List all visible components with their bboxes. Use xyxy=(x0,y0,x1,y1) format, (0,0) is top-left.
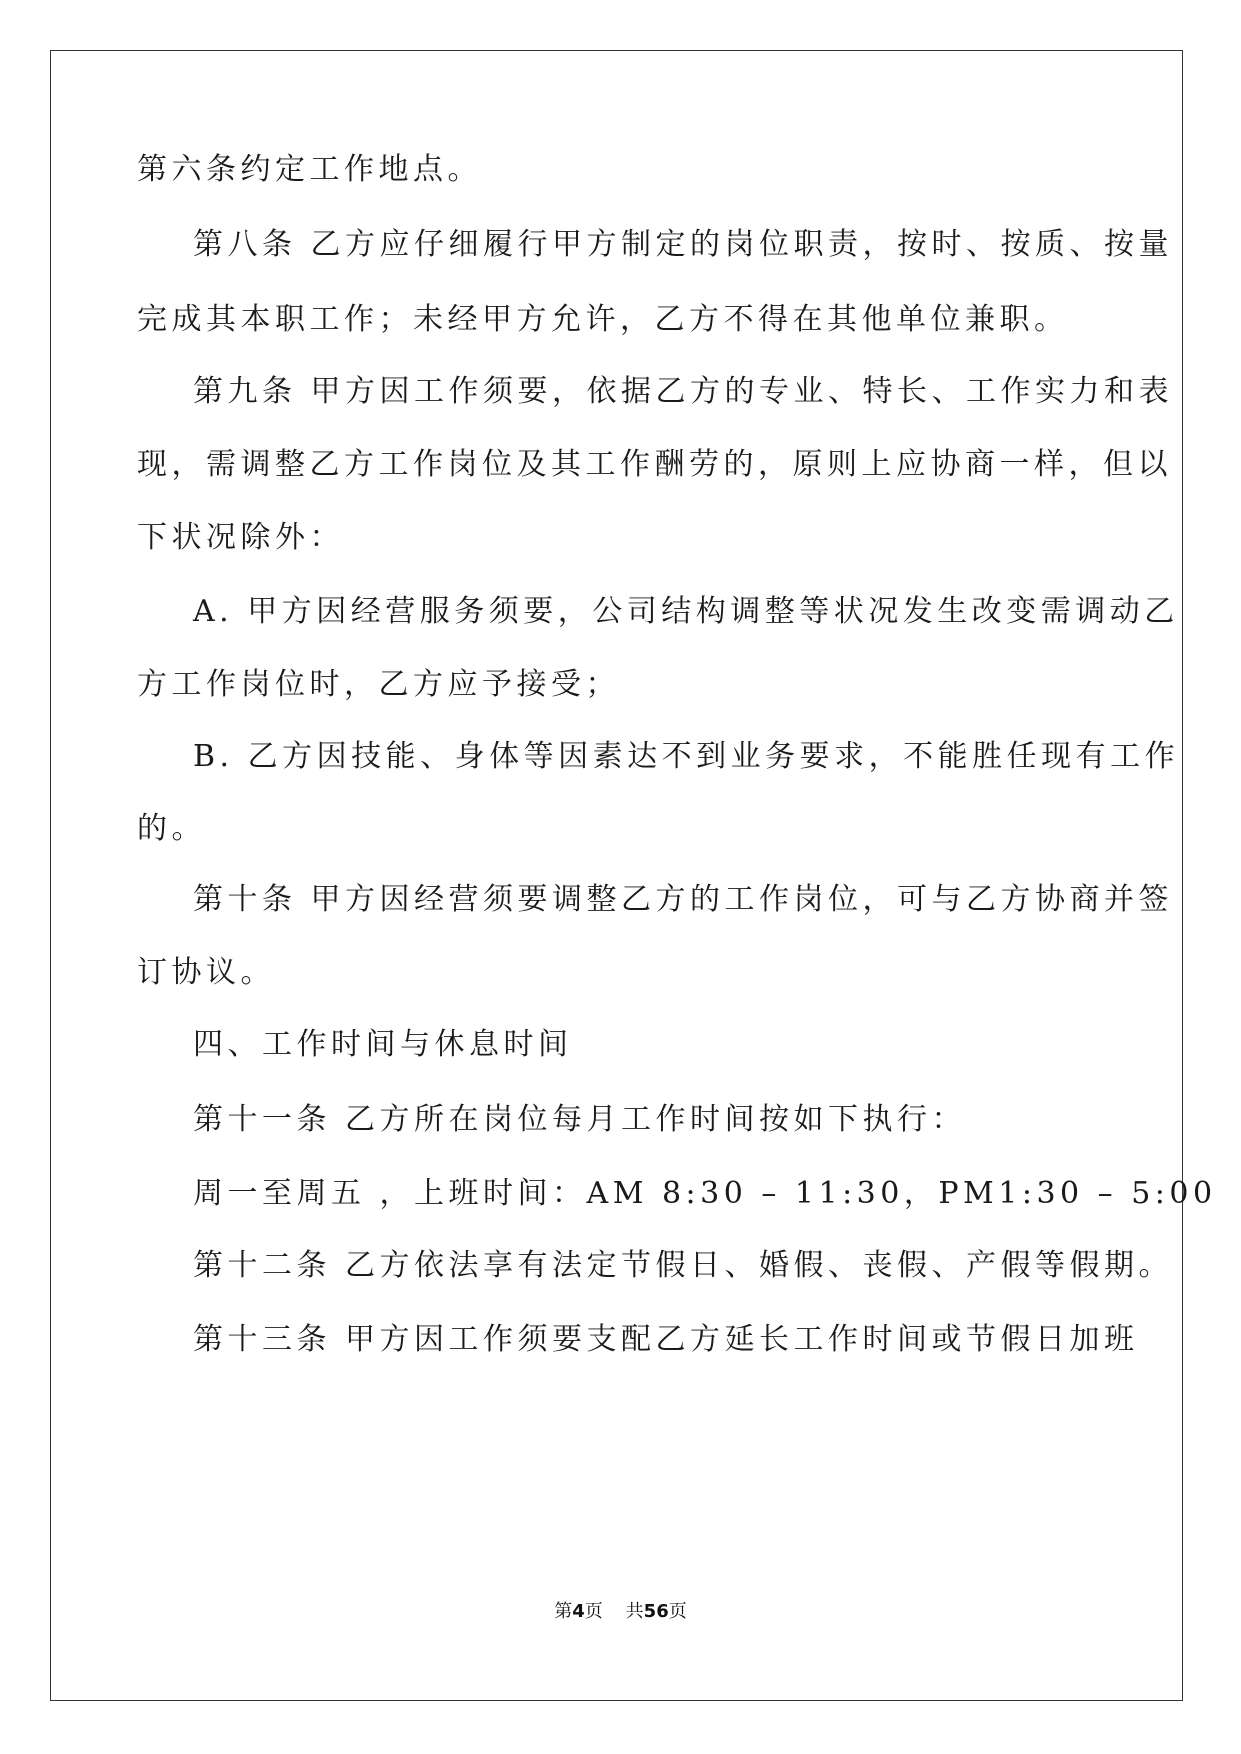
text-line: 订协议。 xyxy=(137,955,275,990)
text-line: 第十二条 乙方依法享有法定节假日、婚假、丧假、产假等假期。 xyxy=(193,1248,1174,1283)
text-line: 第六条约定工作地点。 xyxy=(137,152,482,187)
text-line: 第十条 甲方因经营须要调整乙方的工作岗位，可与乙方协商并签 xyxy=(193,882,1174,917)
total-suffix: 页 xyxy=(668,1601,687,1622)
text-line: 第十三条 甲方因工作须要支配乙方延长工作时间或节假日加班 xyxy=(193,1322,1139,1357)
text-line: 的。 xyxy=(137,811,206,846)
section-heading: 四、工作时间与休息时间 xyxy=(193,1027,573,1062)
page-footer xyxy=(0,1600,1241,1624)
page-prefix: 第 xyxy=(554,1601,573,1622)
text-line: 周一至周五 ，上班时间：AM 8:30 – 11:30，PM1:30 – 5:00 xyxy=(193,1176,1217,1211)
text-line: 现，需调整乙方工作岗位及其工作酬劳的，原则上应协商一样，但以 xyxy=(137,447,1172,482)
text-line: 第九条 甲方因工作须要，依据乙方的专业、特长、工作实力和表 xyxy=(193,374,1174,409)
text-line: A. 甲方因经营服务须要，公司结构调整等状况发生改变需调动乙 xyxy=(193,594,1179,629)
text-line: 方工作岗位时，乙方应予接受； xyxy=(137,667,620,702)
text-line: 第十一条 乙方所在岗位每月工作时间按如下执行： xyxy=(193,1102,967,1137)
total-pages: 56 xyxy=(643,1601,669,1622)
page-suffix: 页 xyxy=(584,1601,603,1622)
total-prefix: 共 xyxy=(625,1601,644,1622)
page-number: 4 xyxy=(572,1601,585,1622)
page-border xyxy=(50,50,1183,1701)
text-line: 下状况除外： xyxy=(137,520,344,555)
text-line: 完成其本职工作；未经甲方允许，乙方不得在其他单位兼职。 xyxy=(137,302,1069,337)
text-line: 第八条 乙方应仔细履行甲方制定的岗位职责，按时、按质、按量 xyxy=(193,227,1174,262)
text-line: B. 乙方因技能、身体等因素达不到业务要求，不能胜任现有工作 xyxy=(193,739,1180,774)
